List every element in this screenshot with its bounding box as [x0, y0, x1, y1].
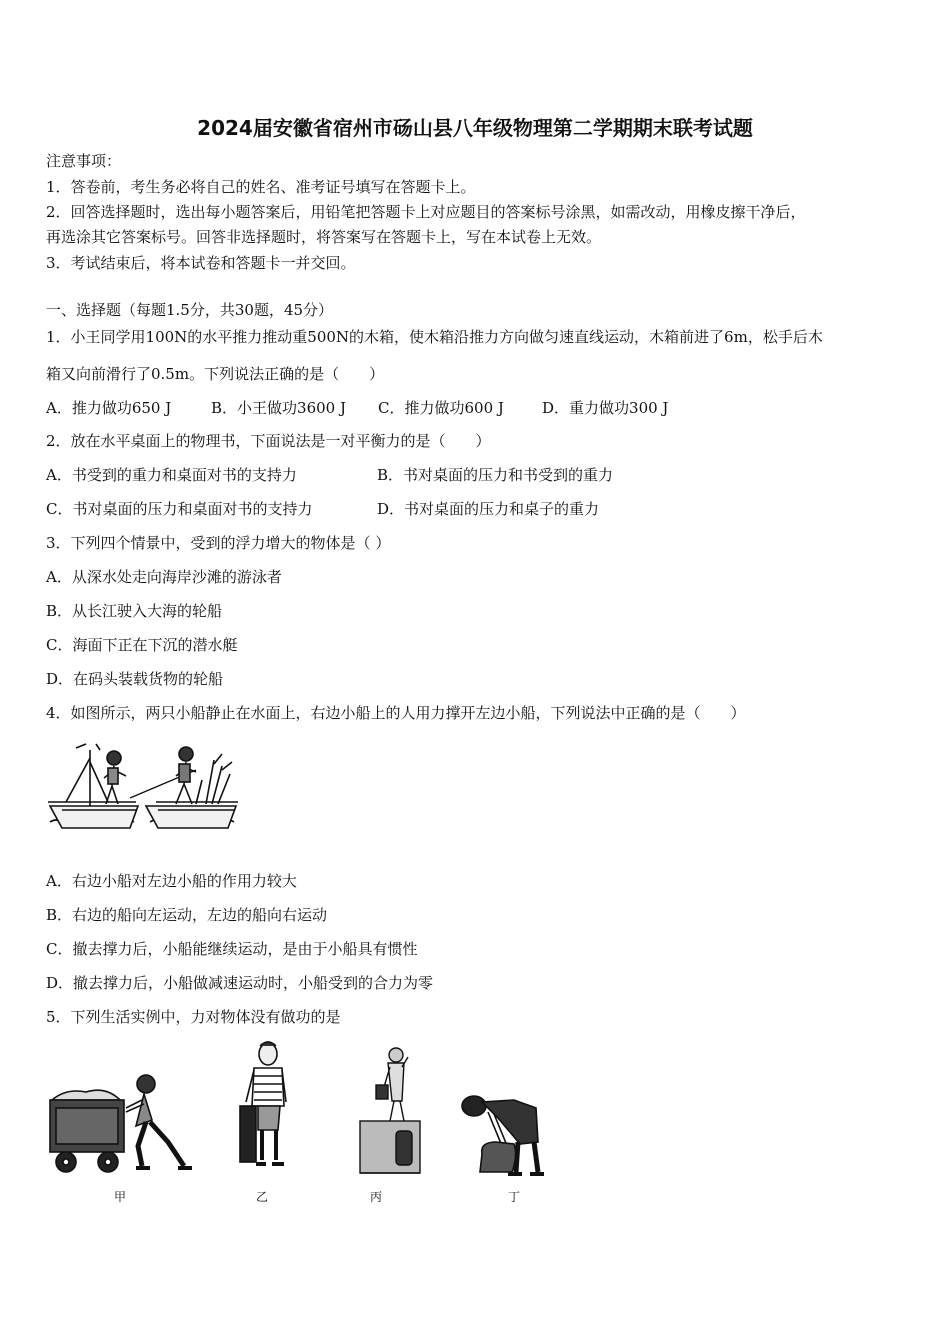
q1-option-d: D．重力做功300 J	[542, 399, 669, 417]
page-title: 2024届安徽省宿州市砀山县八年级物理第二学期期末联考试题	[197, 116, 753, 140]
notice-item: 3．考试结束后，将本试卷和答题卡一并交回。	[46, 254, 356, 272]
notice-item: 再选涂其它答案标号。回答非选择题时，将答案写在答题卡上，写在本试卷上无效。	[46, 228, 602, 246]
q1-stem-line2: 箱又向前滑行了0.5m。下列说法正确的是（ ）	[46, 365, 385, 383]
q2-stem: 2．放在水平桌面上的物理书，下面说法是一对平衡力的是（ ）	[46, 432, 491, 450]
notice-item: 2．回答选择题时，选出每小题答案后，用铅笔把答题卡上对应题目的答案标号涂黑，如需改动，用橡皮擦干净后，	[46, 203, 806, 221]
q1-stem-line1: 1．小王同学用100N的水平推力推动重500N的木箱，使木箱沿推力方向做匀速直线运动，木箱前进了6m，松手后木	[46, 328, 823, 346]
q2-option-a: A．书受到的重力和桌面对书的支持力	[46, 466, 297, 484]
q5-stem: 5．下列生活实例中，力对物体没有做功的是	[46, 1008, 341, 1026]
caption-yi: 乙	[255, 1190, 268, 1204]
q2-option-d: D．书对桌面的压力和桌子的重力	[377, 500, 600, 518]
two-boats-figure	[46, 740, 240, 840]
section-heading: 一、选择题（每题1.5分，共30题，45分）	[46, 301, 334, 319]
q4-option-c: C．撤去撑力后，小船能继续运动，是由于小船具有惯性	[46, 940, 418, 958]
q2-option-c: C．书对桌面的压力和桌面对书的支持力	[46, 500, 313, 518]
caption-ding: 丁	[507, 1190, 520, 1204]
q4-stem: 4．如图所示，两只小船静止在水面上，右边小船上的人用力撑开左边小船，下列说法中正确的是（ ）	[46, 704, 746, 722]
figure-jia-pushing-cart	[46, 1070, 196, 1176]
q3-option-c: C．海面下正在下沉的潜水艇	[46, 636, 238, 654]
q1-option-b: B．小王做功3600 J	[211, 399, 346, 417]
notice-heading: 注意事项：	[46, 152, 122, 170]
q1-option-c: C．推力做功600 J	[378, 399, 504, 417]
q4-option-d: D．撤去撑力后，小船做减速运动时，小船受到的合力为零	[46, 974, 434, 992]
q1-option-a: A．推力做功650 J	[46, 399, 172, 417]
caption-jia: 甲	[113, 1190, 126, 1204]
caption-bing: 丙	[369, 1190, 382, 1204]
q2-option-b: B．书对桌面的压力和书受到的重力	[377, 466, 614, 484]
q4-option-a: A．右边小船对左边小船的作用力较大	[46, 872, 297, 890]
figure-yi-standing-with-bag	[236, 1040, 296, 1176]
q3-option-a: A．从深水处走向海岸沙滩的游泳者	[46, 568, 282, 586]
figure-ding-lifting-bag	[458, 1092, 548, 1178]
q3-option-d: D．在码头装载货物的轮船	[46, 670, 224, 688]
q3-option-b: B．从长江驶入大海的轮船	[46, 602, 223, 620]
notice-item: 1．答卷前，考生务必将自己的姓名、准考证号填写在答题卡上。	[46, 178, 476, 196]
q4-option-b: B．右边的船向左运动，左边的船向右运动	[46, 906, 328, 924]
q3-stem: 3．下列四个情景中，受到的浮力增大的物体是（ ）	[46, 534, 391, 552]
figure-bing-holding-weight	[358, 1045, 422, 1175]
